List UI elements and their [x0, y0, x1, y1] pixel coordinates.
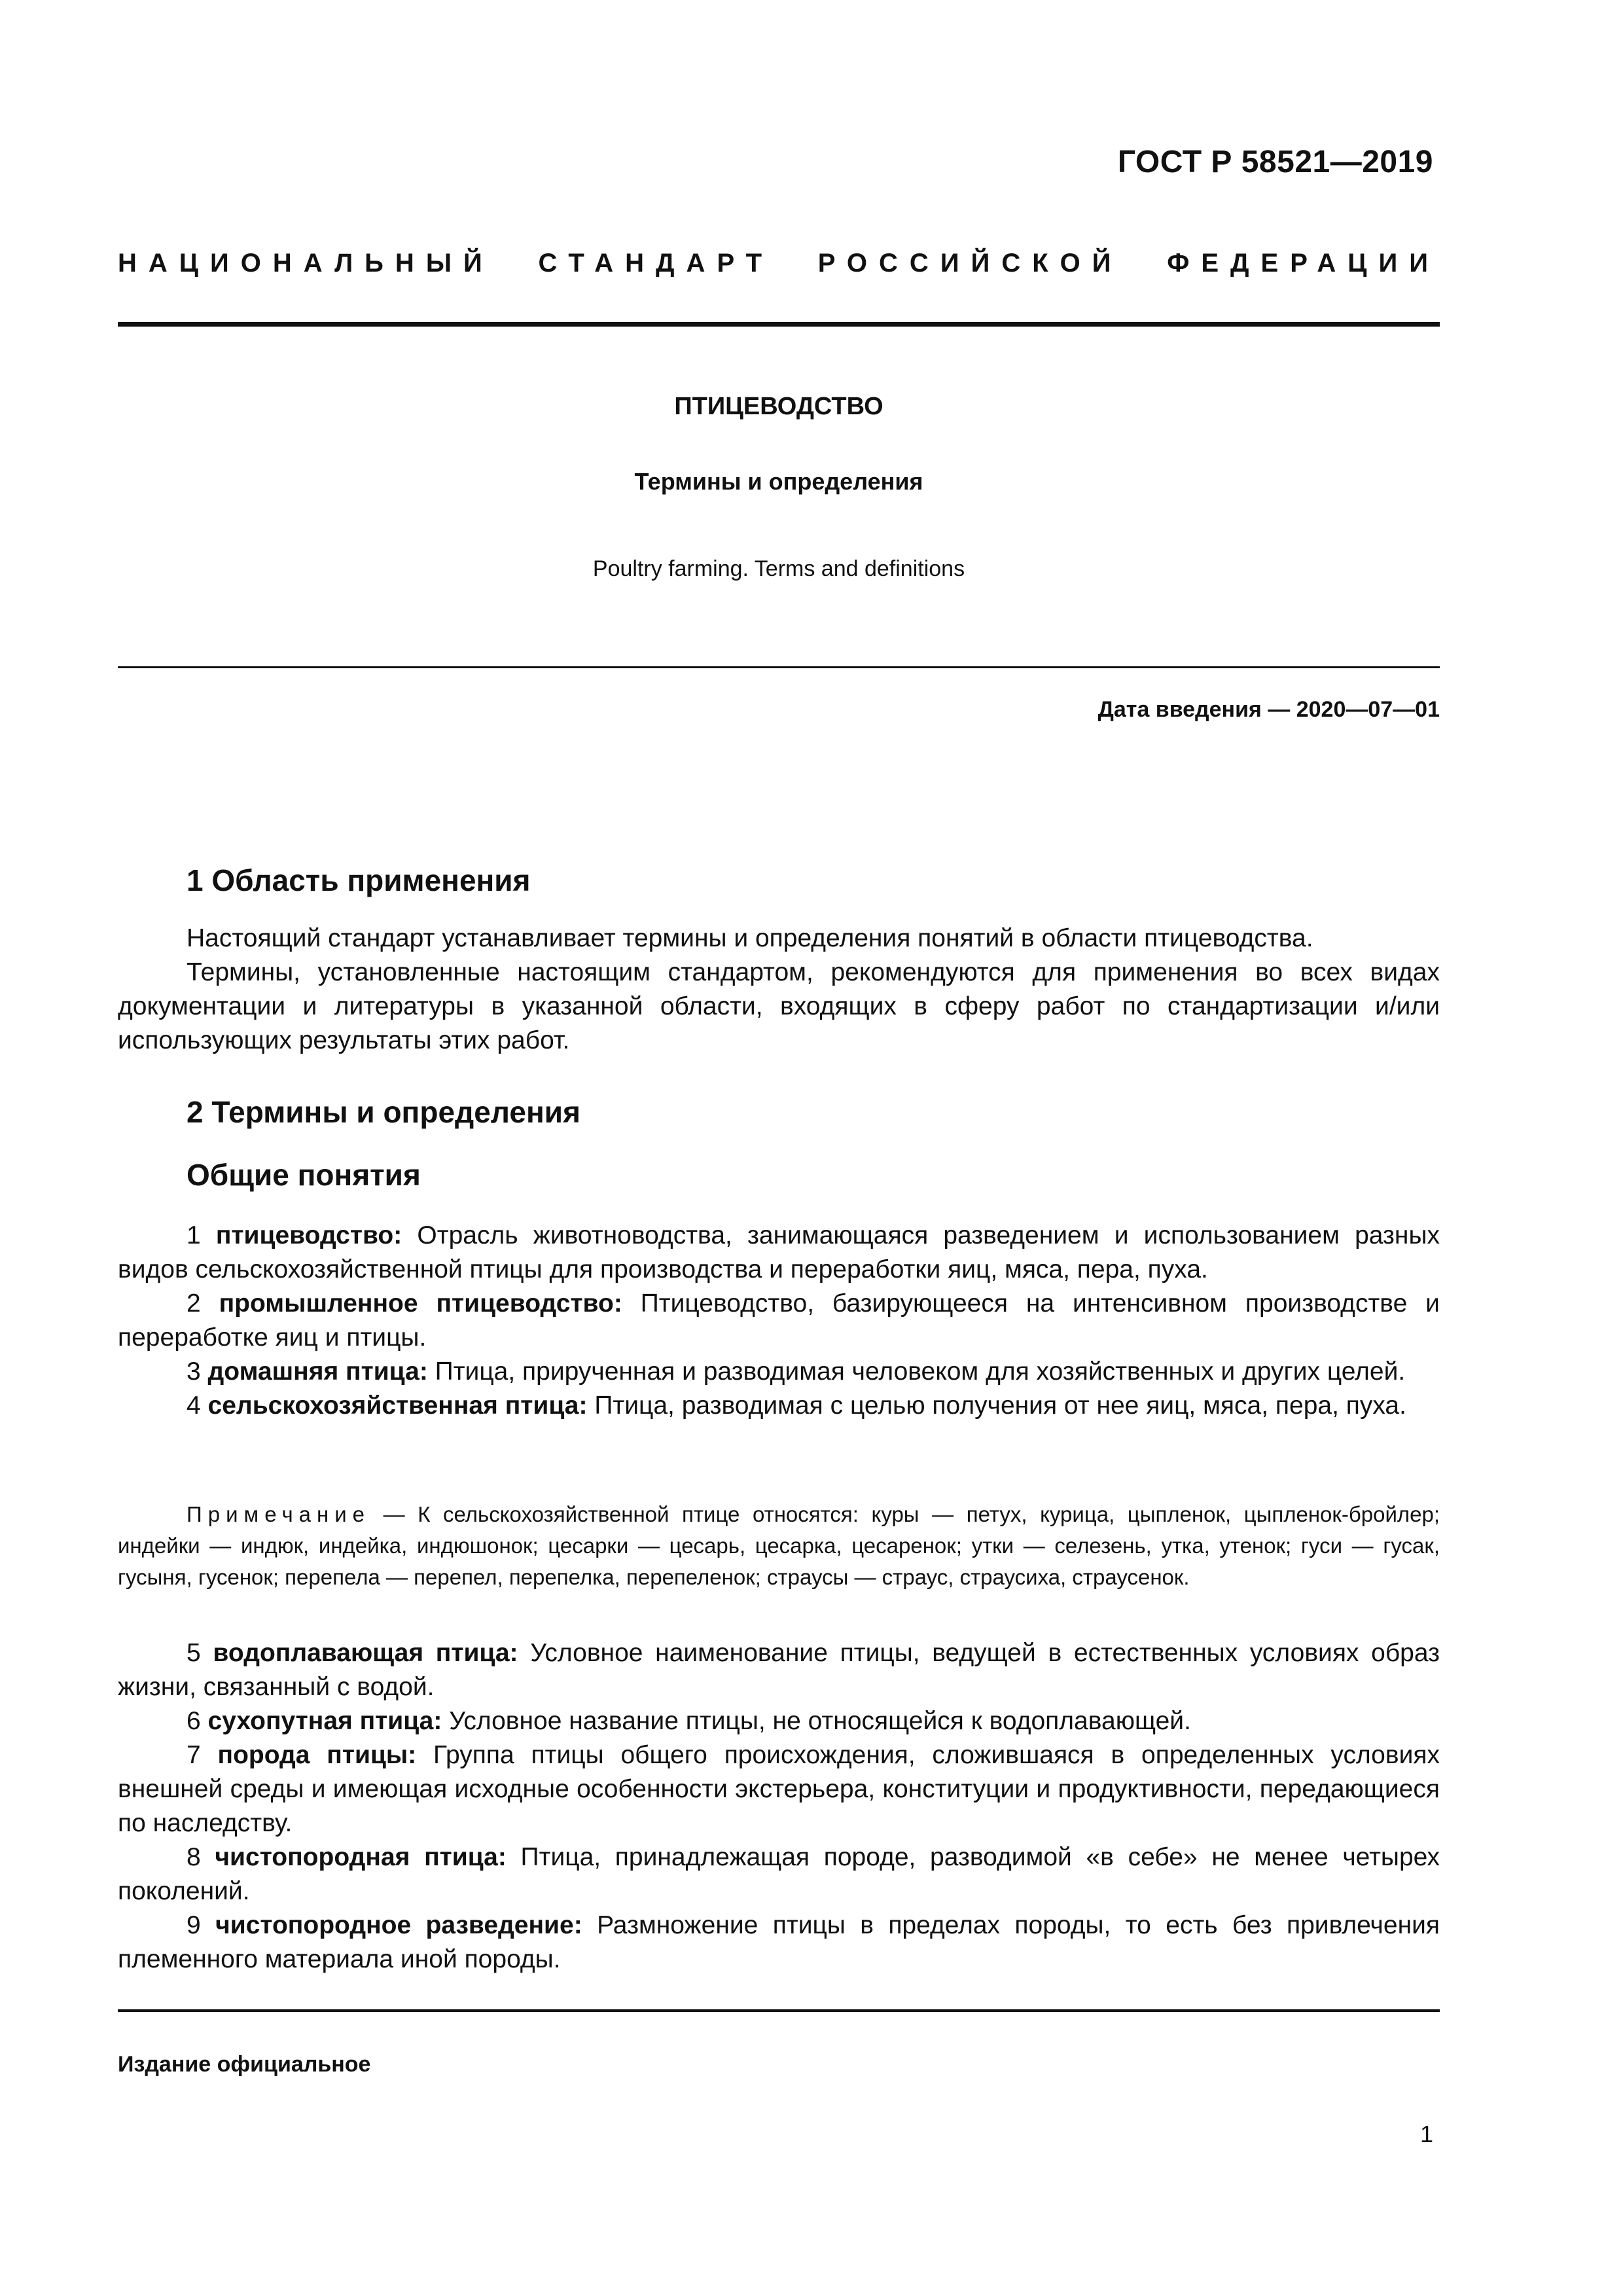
note-text: — К сельскохозяйственной птице относятся: куры — петух, курица, цыпленок, цыпленок-бройлер; индейки — индюк, индейка, индюшонок; цесарки — цесарь, цесарка, цесаренок; утки — селезень, утка, утенок; гуси — гусак, гусыня, гусенок; перепела — перепел, перепелка, перепеленок; страусы — страус, страусиха, страусенок. [118, 1502, 1440, 1589]
term-number: 7 [187, 1741, 201, 1769]
term-entry [118, 1636, 1440, 1704]
term-number: 8 [187, 1843, 201, 1871]
header-divider [118, 322, 1440, 327]
general-concepts-heading: Общие понятия [187, 1158, 421, 1192]
term-number: 5 [187, 1639, 201, 1667]
term-entry [118, 1219, 1440, 1287]
national-standard-banner: НАЦИОНАЛЬНЫЙ СТАНДАРТ РОССИЙСКОЙ ФЕДЕРАЦИИ [118, 249, 1440, 278]
term-number: 4 [187, 1391, 201, 1420]
term-entry [118, 1389, 1440, 1423]
term-name: птицеводство: [215, 1221, 402, 1249]
term-number: 2 [187, 1289, 201, 1318]
document-subtitle: Термины и определения [634, 468, 923, 495]
term-name: порода птицы: [217, 1741, 417, 1769]
introduction-date: Дата введения — 2020—07—01 [1097, 697, 1440, 722]
term-number: 1 [187, 1221, 201, 1249]
term-entry [118, 1738, 1440, 1840]
term-definition: Отрасль животноводства, занимающаяся разведением и использованием разных видов сельскохозяйственной птицы для производства и переработки яиц, мяса, пера, пуха. [118, 1221, 1440, 1283]
term-number: 9 [187, 1911, 201, 1939]
page-number: 1 [1419, 2121, 1433, 2147]
standard-designation: ГОСТ Р 58521—2019 [1117, 145, 1433, 179]
terms-list-part-1 [118, 1219, 1440, 1423]
paragraph: Термины, установленные настоящим стандартом, рекомендуются для применения во всех видах документации и литературы в указанной области, входящих в сферу работ по стандартизации и/или использующих результаты этих работ. [118, 958, 1440, 1054]
term-entry [118, 1840, 1440, 1909]
term-number: 6 [187, 1707, 201, 1735]
edition-label: Издание официальное [118, 2052, 371, 2077]
term-definition: Размножение птицы в пределах породы, то есть без привлечения племенного материала иной породы. [118, 1911, 1440, 1973]
term-name: промышленное птицеводство: [219, 1289, 622, 1318]
document-title: ПТИЦЕВОДСТВО [674, 393, 883, 420]
term-definition: Условное наименование птицы, ведущей в естественных условиях образ жизни, связанный с водой. [118, 1639, 1440, 1701]
section-1-body [118, 922, 1440, 1058]
term-name: водоплавающая птица: [213, 1639, 518, 1667]
note [118, 1499, 1440, 1593]
term-entry [118, 1909, 1440, 1977]
term-definition: Птица, принадлежащая породе, разводимой «в себе» не менее четырех поколений. [118, 1843, 1440, 1905]
title-divider [118, 666, 1440, 668]
note-label: Примечание [187, 1502, 371, 1526]
section-2-heading: 2 Термины и определения [187, 1095, 580, 1129]
term-name: сельскохозяйственная птица: [207, 1391, 588, 1420]
term-definition: Группа птицы общего происхождения, сложившаяся в определенных условиях внешней среды и имеющая исходные особенности экстерьера, конституции и продуктивности, передающиеся по наследству. [118, 1741, 1440, 1837]
term-name: сухопутная птица: [207, 1707, 442, 1735]
english-title: Poultry farming. Terms and definitions [592, 556, 965, 581]
terms-list-part-2 [118, 1636, 1440, 1977]
term-number: 3 [187, 1357, 201, 1386]
term-entry [118, 1355, 1440, 1389]
term-definition: Птица, разводимая с целью получения от нее яиц, мяса, пера, пуха. [594, 1391, 1406, 1420]
term-name: чистопородная птица: [215, 1843, 507, 1871]
term-definition: Условное название птицы, не относящейся к водоплавающей. [449, 1707, 1191, 1735]
term-name: домашняя птица: [207, 1357, 428, 1386]
paragraph: Настоящий стандарт устанавливает термины и определения понятий в области птицеводства. [187, 924, 1313, 952]
term-definition: Птицеводство, базирующееся на интенсивном производстве и переработке яиц и птицы. [118, 1289, 1440, 1352]
footer-divider [118, 2009, 1440, 2012]
term-name: чистопородное разведение: [215, 1911, 582, 1939]
term-entry [118, 1704, 1440, 1738]
term-definition: Птица, прирученная и разводимая человеком для хозяйственных и других целей. [435, 1357, 1406, 1386]
term-entry [118, 1287, 1440, 1355]
section-1-heading: 1 Область применения [187, 863, 531, 897]
